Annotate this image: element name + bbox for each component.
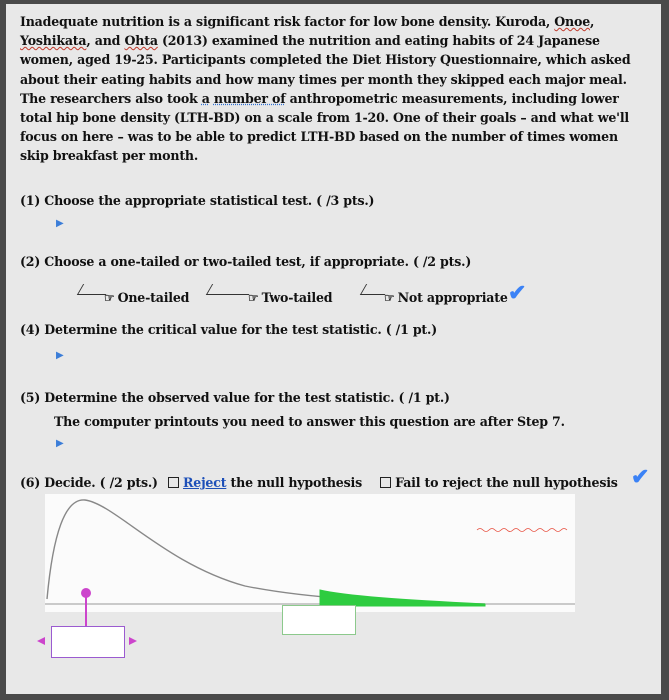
printout-note: The computer printouts you need to answer this question are after Step 7. — [54, 414, 565, 429]
pointing-hand-icon: ☞ — [248, 290, 259, 305]
question-6: (6) Decide. ( /2 pts.) Reject the null hypothesis Fail to reject the null hypothesis — [20, 475, 618, 490]
pointing-hand-icon: ☞ — [384, 290, 395, 305]
left-arrow-icon[interactable] — [37, 637, 45, 645]
option-two-tailed[interactable]: ☞ Two-tailed — [248, 290, 333, 305]
checkmark-icon: ✔ — [508, 280, 527, 306]
checkmark-icon: ✔ — [631, 464, 650, 490]
right-arrow-icon[interactable] — [129, 637, 137, 645]
spellcheck-word: Onoe — [554, 14, 591, 29]
grammar-flag-word: a — [201, 90, 210, 106]
critical-value-input[interactable] — [51, 626, 125, 658]
play-arrow-icon[interactable]: ▶ — [56, 218, 64, 229]
option-not-appropriate[interactable]: ☞ Not appropriate — [384, 290, 508, 305]
spellcheck-word: Ohta — [124, 33, 158, 49]
question-1: (1) Choose the appropriate statistical test. ( /3 pts.) — [20, 193, 375, 208]
question-4: (4) Determine the critical value for the test statistic. ( /1 pt.) — [20, 322, 437, 337]
grammar-flag-word: number of — [213, 90, 286, 106]
question-2: (2) Choose a one-tailed or two-tailed test, if appropriate. ( /2 pts.) — [20, 254, 472, 269]
critical-value-marker-handle[interactable] — [81, 588, 91, 598]
reject-option[interactable]: Reject the null hypothesis — [168, 475, 362, 490]
observed-value-input[interactable] — [282, 605, 356, 635]
play-arrow-icon[interactable]: ▶ — [56, 350, 64, 361]
option-one-tailed[interactable]: ☞ One-tailed — [104, 290, 190, 305]
study-description: Inadequate nutrition is a significant risk factor for low bone density. Kuroda, Onoe, Yoshikata, and Ohta (2013) examined the nutrition and eating habits of 24 Japanese women, aged 19-25. Participants completed the Diet History Questionnaire, which asked about their eating habits and how many times per month they skipped each major meal. The researchers also took a number of anthropometric measurements, including lower total hip bone density (LTH-BD) on a scale from 1-20. One of their goals – and what we'll focus on here – was to be able to predict LTH-BD based on the number of times women skip breakfast per month. — [20, 14, 631, 164]
fail-to-reject-option[interactable]: Fail to reject the null hypothesis — [380, 475, 618, 490]
spellcheck-word: Yoshikata — [20, 33, 87, 49]
question-5: (5) Determine the observed value for the test statistic. ( /1 pt.) — [20, 390, 450, 405]
play-arrow-icon[interactable]: ▶ — [56, 438, 64, 449]
pointing-hand-icon: ☞ — [104, 290, 115, 305]
